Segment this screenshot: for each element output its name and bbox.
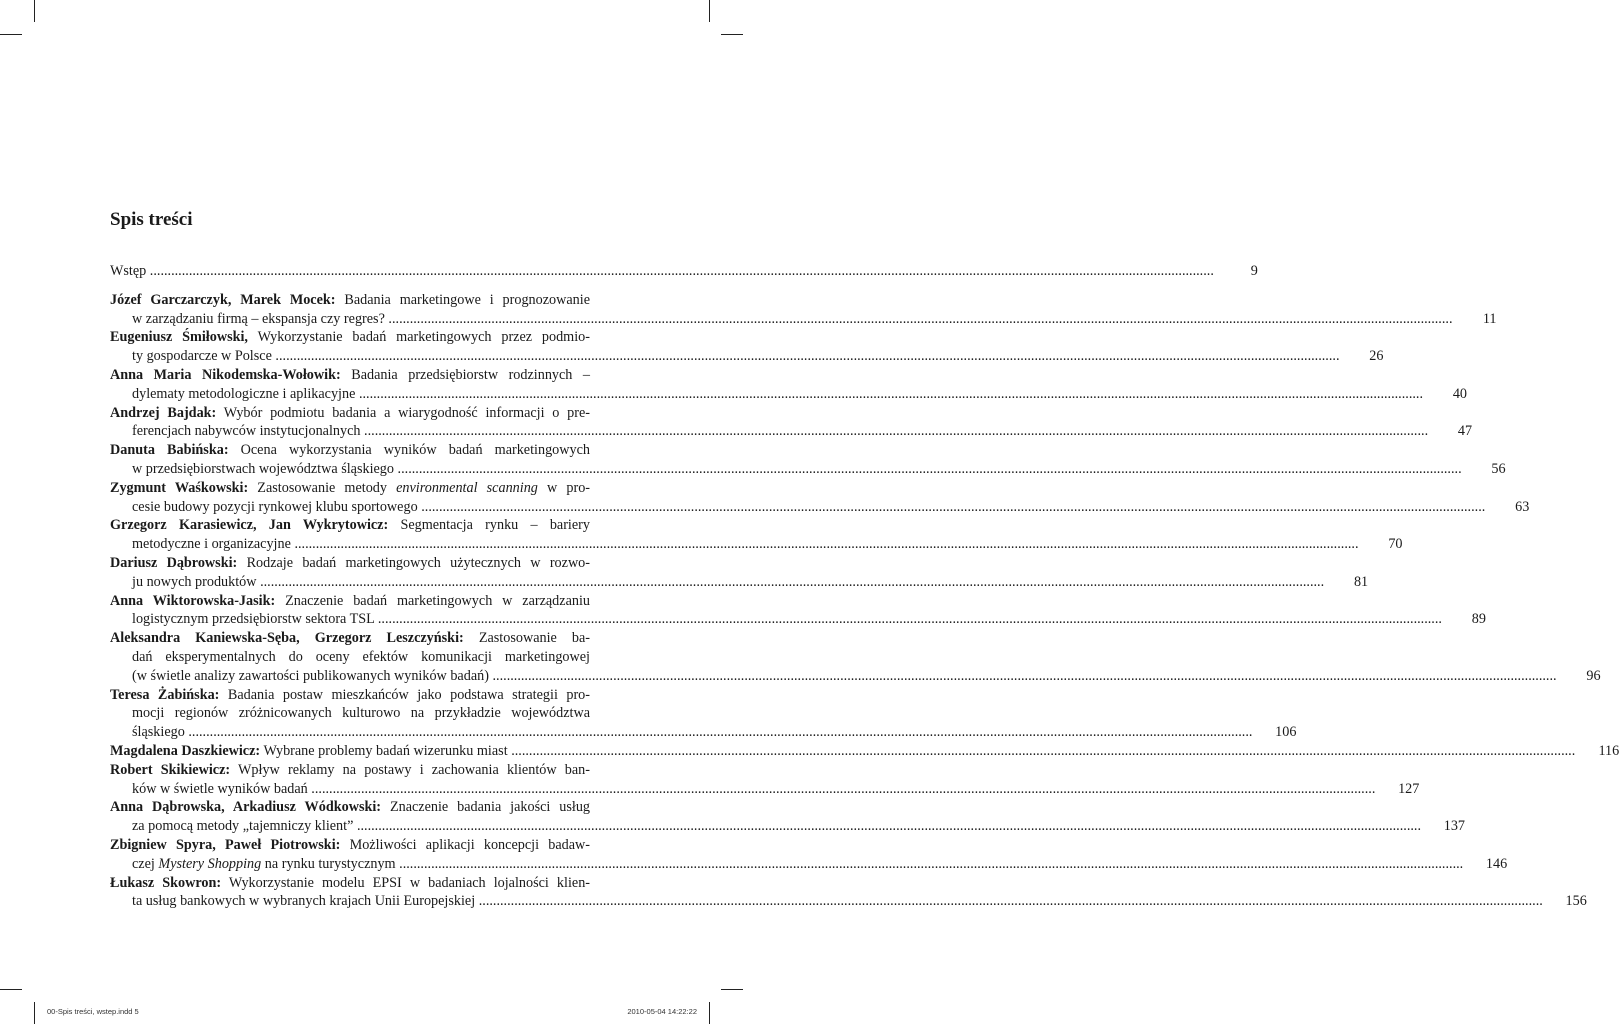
toc-entry-title: mocji regionów zróżnicowanych kulturowo na przykładzie województwa bbox=[132, 705, 590, 722]
crop-mark bbox=[34, 1002, 35, 1024]
toc-entry-line bbox=[110, 667, 1569, 686]
toc-entry-title: Wykorzystanie modelu EPSI w badaniach lojalności klien- bbox=[228, 874, 591, 891]
toc-entry-line bbox=[110, 592, 602, 611]
toc-entry-line bbox=[110, 554, 602, 573]
toc-entry-authors: Dariusz Dąbrowski: bbox=[110, 554, 238, 571]
toc-entry-authors: Aleksandra Kaniewska-Sęba, Grzegorz Leszczyński: bbox=[110, 630, 464, 647]
toc-entry-line bbox=[110, 366, 602, 385]
page-number: 9 bbox=[1250, 263, 1258, 279]
toc-entry-line bbox=[110, 686, 602, 705]
toc-entry-authors: Danuta Babińska: bbox=[110, 442, 229, 459]
page-number: 11 bbox=[1482, 310, 1497, 327]
toc-entry[interactable] bbox=[110, 874, 1587, 912]
toc-entry-line bbox=[110, 723, 1264, 742]
leader-dots: ............................................................................................................................................................................................................................................................................................................ bbox=[417, 498, 1486, 515]
toc-entry-title: Wybrane problemy badań wizerunku miast bbox=[263, 742, 508, 759]
toc-entry-title: Zastosowanie ba- bbox=[478, 630, 590, 647]
leader-dots: ............................................................................................................................................................................................................................................................................................................ bbox=[374, 611, 1442, 628]
toc-entry[interactable] bbox=[110, 516, 1403, 554]
toc-entry[interactable] bbox=[110, 291, 1497, 329]
toc-entry-authors: Eugeniusz Śmiłowski, bbox=[110, 329, 248, 346]
page-number: 40 bbox=[1452, 385, 1467, 402]
toc-entry-title: ju nowych produktów bbox=[132, 573, 257, 590]
toc-entry-line bbox=[110, 892, 1555, 911]
toc-entry-title: Badania marketingowe i prognozowanie bbox=[344, 291, 590, 308]
toc-entry[interactable] bbox=[110, 554, 1369, 592]
toc-entry-line bbox=[110, 836, 602, 855]
toc-intro-label: Wstęp bbox=[110, 263, 147, 279]
toc-entry-authors: Zygmunt Waśkowski: bbox=[110, 479, 249, 496]
toc-entry[interactable] bbox=[110, 798, 1465, 836]
toc-entry-title: Wykorzystanie badań marketingowych przez podmio- bbox=[257, 329, 590, 346]
toc-entry-line bbox=[110, 441, 602, 460]
toc-entry-title-italic: Mystery Shopping bbox=[158, 855, 262, 872]
toc-entry-title: za pomocą metody „tajemniczy klient” bbox=[132, 818, 354, 835]
toc-entry-authors: Magdalena Daszkiewicz: bbox=[110, 742, 261, 759]
toc-entry-line bbox=[110, 347, 1351, 366]
table-of-contents bbox=[110, 262, 1619, 911]
toc-entry-title: w pro- bbox=[547, 479, 591, 496]
toc-entry[interactable] bbox=[110, 592, 1486, 630]
toc-entry-authors: Anna Dąbrowska, Arkadiusz Wódkowski: bbox=[110, 799, 382, 816]
toc-entry-line bbox=[110, 704, 602, 723]
toc-entry-authors: Grzegorz Karasiewicz, Jan Wykrytowicz: bbox=[110, 517, 389, 534]
toc-entry-authors: Zbigniew Spyra, Paweł Piotrowski: bbox=[110, 836, 341, 853]
crop-mark bbox=[721, 989, 743, 990]
toc-entry-line bbox=[110, 404, 602, 423]
crop-mark bbox=[0, 989, 22, 990]
toc-entry-authors: Anna Wiktorowska-Jasik: bbox=[110, 592, 276, 609]
leader-dots: ............................................................................................................................................................................................................................................................................................................ bbox=[146, 263, 1214, 279]
toc-entry-line bbox=[110, 648, 602, 667]
page-number: 70 bbox=[1388, 536, 1403, 553]
toc-entry-title-italic: environmental scanning bbox=[396, 479, 538, 496]
toc-entry-line bbox=[110, 610, 1454, 629]
toc-entries bbox=[110, 291, 1619, 911]
footer-file: 00-Spis treści, wstep.indd 5 bbox=[47, 1007, 139, 1016]
toc-entry-title: dylematy metodologiczne i aplikacyjne bbox=[132, 385, 356, 402]
toc-entry-title: metodyczne i organizacyjne bbox=[132, 536, 291, 553]
toc-entry-title: w przedsiębiorstwach województwa śląskiego bbox=[132, 460, 394, 477]
leader-dots: ............................................................................................................................................................................................................................................................................................................ bbox=[355, 385, 1423, 402]
leader-dots: ............................................................................................................................................................................................................................................................................................................ bbox=[384, 310, 1453, 327]
toc-entry-line bbox=[110, 498, 1497, 517]
toc-entry[interactable] bbox=[110, 441, 1506, 479]
page-number: 89 bbox=[1471, 611, 1486, 628]
toc-entry-title: Wpływ reklamy na postawy i zachowania klientów ban- bbox=[238, 761, 590, 778]
toc-entry-title: Rodzaje badań marketingowych użytecznych w rozwo- bbox=[246, 554, 591, 571]
page-number: 106 bbox=[1275, 724, 1297, 741]
toc-entry-title: w zarządzaniu firmą – ekspansja czy regres? bbox=[132, 310, 385, 327]
toc-entry-line bbox=[110, 798, 602, 817]
toc-entry[interactable] bbox=[110, 404, 1473, 442]
toc-entry-line bbox=[110, 291, 602, 310]
page-number: 56 bbox=[1491, 460, 1506, 477]
leader-dots: ............................................................................................................................................................................................................................................................................................................ bbox=[256, 573, 1325, 590]
toc-entry-line bbox=[110, 855, 1475, 874]
toc-entry-line bbox=[110, 385, 1435, 404]
toc-entry-title: Badania postaw mieszkańców jako podstawa strategii pro- bbox=[227, 686, 590, 703]
toc-entry-title: Znaczenie badań marketingowych w zarządzaniu bbox=[285, 592, 590, 609]
toc-entry-title: ferencjach nabywców instytucjonalnych bbox=[132, 423, 361, 440]
toc-entry-authors: Robert Skikiewicz: bbox=[110, 761, 231, 778]
page-number: 127 bbox=[1398, 780, 1420, 797]
toc-entry-title: Segmentacja rynku – bariery bbox=[400, 517, 590, 534]
toc-entry-authors: Andrzej Bajdak: bbox=[110, 404, 217, 421]
toc-entry-line bbox=[110, 516, 602, 535]
toc-entry[interactable] bbox=[110, 686, 1297, 742]
toc-entry-line bbox=[110, 742, 1587, 761]
page-number: 156 bbox=[1565, 893, 1587, 910]
toc-entry[interactable] bbox=[110, 629, 1601, 685]
crop-mark bbox=[709, 1002, 710, 1024]
page-number: 137 bbox=[1443, 818, 1465, 835]
toc-intro[interactable] bbox=[110, 262, 1258, 281]
page-number: 96 bbox=[1586, 667, 1601, 684]
leader-dots: ............................................................................................................................................................................................................................................................................................................ bbox=[394, 460, 1462, 477]
toc-entry-line bbox=[110, 535, 1371, 554]
toc-entry[interactable] bbox=[110, 742, 1619, 761]
leader-dots: ............................................................................................................................................................................................................................................................................................................ bbox=[290, 536, 1359, 553]
toc-entry-title: Znaczenie badania jakości usług bbox=[389, 799, 591, 816]
toc-entry-title: ków w świetle wyników badań bbox=[132, 780, 308, 797]
toc-entry-line bbox=[110, 460, 1474, 479]
toc-entry[interactable] bbox=[110, 328, 1384, 366]
page-number: 63 bbox=[1515, 498, 1530, 515]
crop-mark bbox=[0, 34, 22, 35]
toc-entry-line bbox=[110, 874, 602, 893]
crop-mark bbox=[721, 34, 743, 35]
toc-entry-title: dań eksperymentalnych do oceny efektów komunikacji marketingowej bbox=[132, 648, 590, 665]
page-number: 146 bbox=[1485, 855, 1508, 872]
toc-entry-title: Badania przedsiębiorstw rodzinnych – bbox=[351, 366, 591, 383]
leader-dots: ............................................................................................................................................................................................................................................................................................................ bbox=[395, 855, 1464, 872]
page-number: 116 bbox=[1598, 742, 1619, 759]
toc-entry-line bbox=[110, 780, 1387, 799]
toc-entry-line bbox=[110, 817, 1433, 836]
toc-entry-line bbox=[110, 573, 1336, 592]
page-number: 47 bbox=[1457, 423, 1473, 440]
leader-dots: ............................................................................................................................................................................................................................................................................................................ bbox=[271, 348, 1340, 365]
toc-entry[interactable] bbox=[110, 761, 1420, 799]
toc-entry-title: Zastosowanie metody bbox=[257, 479, 387, 496]
leader-dots: ............................................................................................................................................................................................................................................................................................................ bbox=[184, 724, 1253, 741]
leader-dots: ............................................................................................................................................................................................................................................................................................................ bbox=[507, 742, 1576, 759]
toc-entry-title: Ocena wykorzystania wyników badań marketingowych bbox=[240, 442, 590, 459]
page-number: 26 bbox=[1369, 348, 1384, 365]
toc-entry-authors: Teresa Żabińska: bbox=[110, 686, 220, 703]
toc-entry-title: na rynku turystycznym bbox=[264, 855, 396, 872]
toc-entry[interactable] bbox=[110, 479, 1530, 517]
toc-entry-line bbox=[110, 629, 602, 648]
leader-dots: ............................................................................................................................................................................................................................................................................................................ bbox=[360, 423, 1429, 440]
toc-entry[interactable] bbox=[110, 366, 1467, 404]
toc-entry-title: ty gospodarcze w Polsce bbox=[132, 348, 272, 365]
toc-entry-authors: Józef Garczarczyk, Marek Mocek: bbox=[110, 291, 336, 308]
toc-entry-line bbox=[110, 479, 602, 498]
toc-entry-title: śląskiego bbox=[132, 724, 185, 741]
page-number: 81 bbox=[1353, 573, 1369, 590]
toc-entry-title: cesie budowy pozycji rynkowej klubu sportowego bbox=[132, 498, 418, 515]
leader-dots: ............................................................................................................................................................................................................................................................................................................ bbox=[353, 818, 1421, 835]
toc-entry-authors: Łukasz Skowron: bbox=[110, 874, 222, 891]
toc-entry-title: Możliwości aplikacji koncepcji badaw- bbox=[349, 836, 590, 853]
toc-entry-line bbox=[110, 310, 1464, 329]
toc-entry-title: Wybór podmiotu badania a wiarygodność informacji o pre- bbox=[223, 404, 590, 421]
toc-entry-line bbox=[110, 328, 602, 347]
toc-entry[interactable] bbox=[110, 836, 1508, 874]
toc-entry-line bbox=[110, 761, 602, 780]
footer-timestamp: 2010-05-04 14:22:22 bbox=[627, 1007, 697, 1016]
leader-dots: ............................................................................................................................................................................................................................................................................................................ bbox=[488, 667, 1557, 684]
toc-entry-title: ta usług bankowych w wybranych krajach Unii Europejskiej bbox=[132, 893, 476, 910]
leader-dots: ............................................................................................................................................................................................................................................................................................................ bbox=[475, 893, 1543, 910]
toc-entry-line bbox=[110, 422, 1440, 441]
toc-entry-title: czej bbox=[132, 855, 155, 872]
leader-dots: ............................................................................................................................................................................................................................................................................................................ bbox=[307, 780, 1376, 797]
crop-mark bbox=[709, 0, 710, 22]
toc-entry-title: logistycznym przedsiębiorstw sektora TSL bbox=[132, 611, 375, 628]
toc-entry-authors: Anna Maria Nikodemska-Wołowik: bbox=[110, 366, 341, 383]
toc-entry-title: (w świetle analizy zawartości publikowanych wyników badań) bbox=[132, 667, 489, 684]
page-title: Spis treści bbox=[110, 209, 193, 230]
crop-mark bbox=[34, 0, 35, 22]
